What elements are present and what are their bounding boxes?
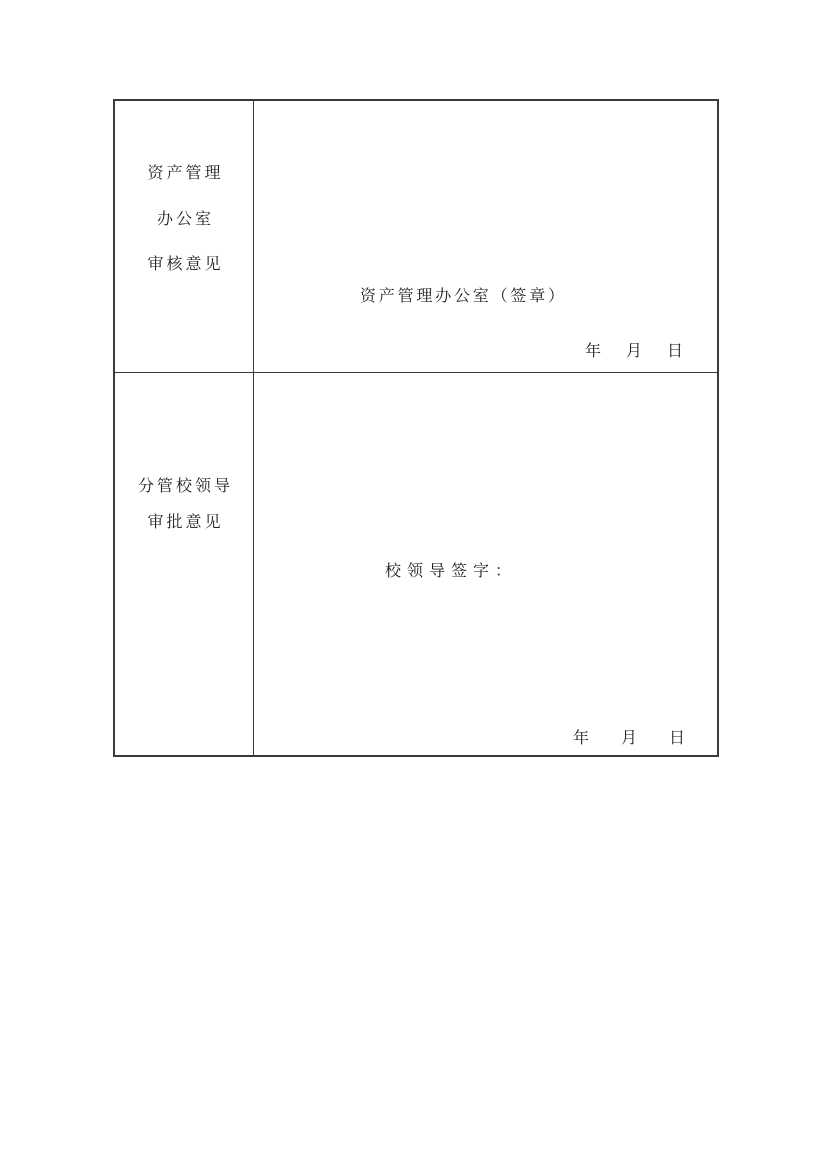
approval-table <box>113 99 719 757</box>
label-line: 办公室 <box>156 211 214 228</box>
date-line <box>573 729 685 749</box>
label-line: 审核意见 <box>147 256 224 273</box>
day-label: 日 <box>668 730 685 747</box>
label-line: 资产管理 <box>147 165 224 182</box>
asset-office-seal-caption: 资产管理办公室（签章） <box>360 288 567 305</box>
asset-office-review-content-cell <box>254 101 717 373</box>
school-leader-approval-content-cell <box>254 373 717 755</box>
label-line: 分管校领导 <box>137 478 233 495</box>
day-label: 日 <box>666 343 683 360</box>
school-leader-signature-caption: 校领导签字： <box>385 563 518 580</box>
month-label: 月 <box>625 343 642 360</box>
date-line <box>585 342 683 362</box>
school-leader-approval-label-cell <box>115 373 254 755</box>
asset-office-review-label-cell <box>115 101 254 373</box>
month-label: 月 <box>620 730 637 747</box>
year-label: 年 <box>584 343 601 360</box>
label-line: 审批意见 <box>147 514 224 531</box>
year-label: 年 <box>572 730 589 747</box>
